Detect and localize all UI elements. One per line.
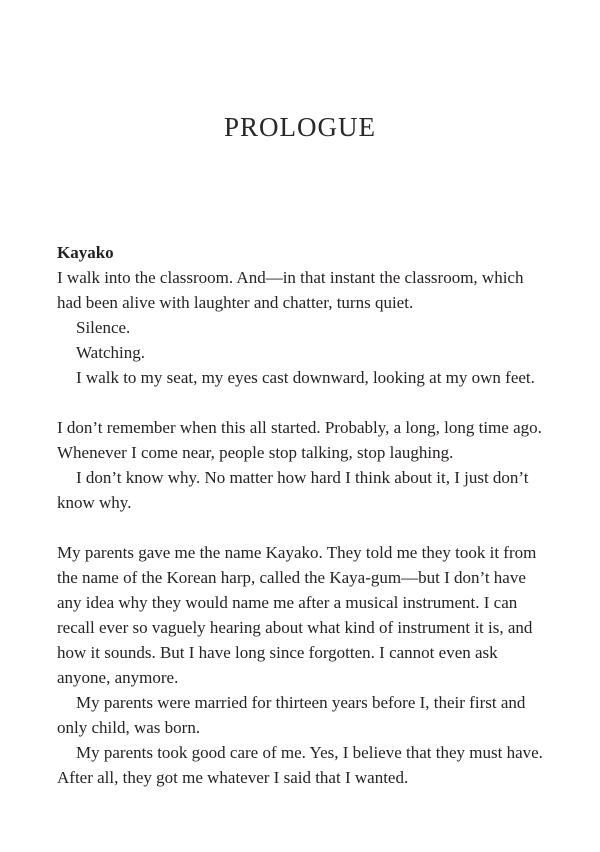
paragraph: My parents were married for thirteen years before I, their first and only child, was born.: [57, 693, 526, 737]
paragraph: My parents gave me the name Kayako. They told me they took it from the name of the Korean harp, called the Kaya-gum—but I don’t have any idea why they would name me after a musical instrument. I can recall ever so vaguely hearing about what kind of instrument it is, and how it sounds. But I have long since forgotten. I cannot even ask anyone, anymore.: [57, 543, 537, 687]
text-section: [57, 540, 545, 790]
paragraph: My parents took good care of me. Yes, I believe that they must have. After all, they got me whatever I said that I wanted.: [57, 743, 543, 787]
text-section: [57, 415, 545, 515]
paragraph: I don’t remember when this all started. Probably, a long, long time ago. Whenever I come near, people stop talking, stop laughing.: [57, 418, 542, 462]
sections-container: [57, 265, 545, 790]
paragraph: Watching.: [76, 343, 145, 362]
paragraph: I walk to my seat, my eyes cast downward, looking at my own feet.: [76, 368, 535, 387]
body-text: [57, 240, 545, 790]
paragraph: I walk into the classroom. And—in that instant the classroom, which had been alive with laughter and chatter, turns quiet.: [57, 268, 524, 312]
paragraph: I don’t know why. No matter how hard I think about it, I just don’t know why.: [57, 468, 529, 512]
chapter-title: PROLOGUE: [223, 112, 376, 142]
paragraph: Silence.: [76, 318, 131, 337]
text-section: [57, 265, 545, 390]
section-heading: Kayako: [57, 243, 114, 262]
